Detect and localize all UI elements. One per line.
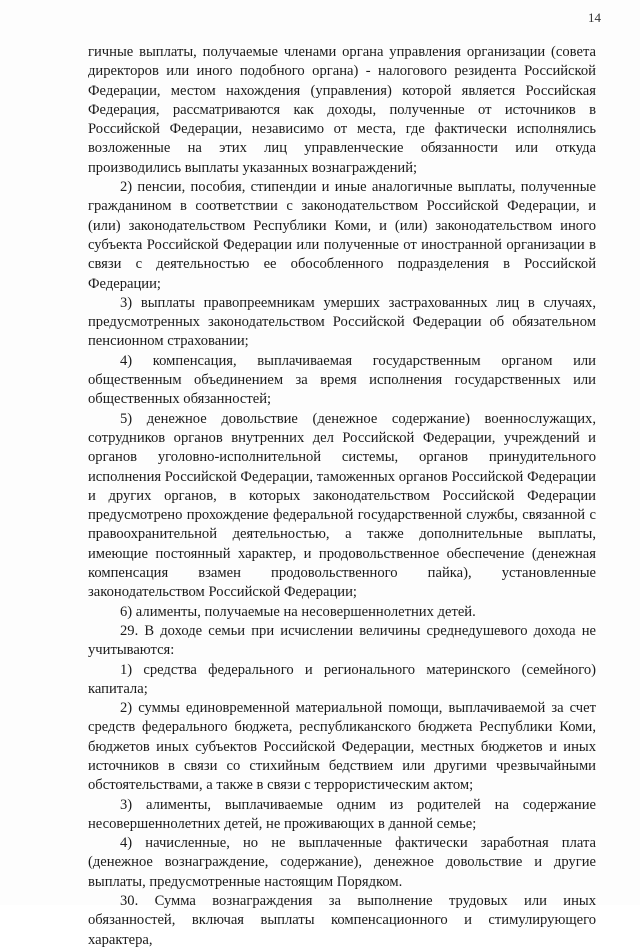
page-number: 14 [588, 10, 601, 25]
paragraph-item-6: 6) алименты, получаемые на несовершеннолетних детей. [120, 603, 476, 620]
paragraph-29-item-1: 1) средства федерального и регионального материнского (семейного) капитала; [88, 661, 596, 697]
paragraph-item-3: 3) выплаты правопреемникам умерших застрахованных лиц в случаях, предусмотренных законодательством Российской Федерации об обязательном пенсионном страховании; [88, 294, 596, 350]
paragraph-continuation: гичные выплаты, получаемые членами органа управления организации (совета директоров или иного подобного органа) - налогового резидента Российской Федерации, местом нахождения (управления) которой является Российская Федерация, рассматриваются как доходы, полученные от источников в Российской Федерации, независимо от места, где фактически исполнялись возложенные на этих лиц управленческие обязанности или откуда производились выплаты указанных вознаграждений; [88, 44, 596, 176]
paragraph-29-item-4: 4) начисленные, но не выплаченные фактически заработная плата (денежное вознаграждение, содержание), денежное довольствие и другие выплаты, предусмотренные настоящим Порядком. [88, 835, 596, 890]
paragraph-29-item-3: 3) алименты, выплачиваемые одним из родителей на содержание несовершеннолетних детей, не проживающих в данной семье; [88, 796, 596, 832]
paragraph-item-4: 4) компенсация, выплачиваемая государственным органом или общественным объединением за время исполнения государственных или общественных обязанностей; [88, 352, 596, 408]
paragraph-29-item-2: 2) суммы единовременной материальной помощи, выплачиваемой за счет средств федерального бюджета, республиканского бюджета Республики Коми, бюджетов иных субъектов Российской Федерации, местных бюджетов и иных источников в связи со стихийным бедствием или другими чрезвычайными обстоятельствами, а также в связи с террористическим актом; [88, 700, 596, 794]
paragraph-30: 30. Сумма вознаграждения за выполнение трудовых или иных обязанностей, включая выплаты компенсационного и стимулирующего характера, [88, 893, 596, 948]
paragraph-29: 29. В доходе семьи при исчислении величины среднедушевого дохода не учитываются: [88, 622, 596, 659]
document-body [88, 43, 596, 950]
paragraph-item-5: 5) денежное довольствие (денежное содержание) военнослужащих, сотрудников органов внутренних дел Российской Федерации, учреждений и органов уголовно-исполнительной системы, органов принудительного исполнения Российской Федерации, таможенных органов Российской Федерации и других органов, в которых законодательством Российской Федерации предусмотрено прохождение федеральной государственной службы, связанной с правоохранительной деятельностью, а также дополнительные выплаты, имеющие постоянный характер, и продовольственное обеспечение (денежная компенсация взамен продовольственного пайка), установленные законодательством Российской Федерации; [88, 410, 596, 601]
paragraph-item-2: 2) пенсии, пособия, стипендии и иные аналогичные выплаты, полученные гражданином в соответствии с законодательством Российской Федерации, и (или) законодательством Республики Коми, и (или) законодательством иного субъекта Российской Федерации или полученные от иностранной организации в связи с деятельностью ее обособленного подразделения в Российской Федерации; [88, 179, 596, 292]
